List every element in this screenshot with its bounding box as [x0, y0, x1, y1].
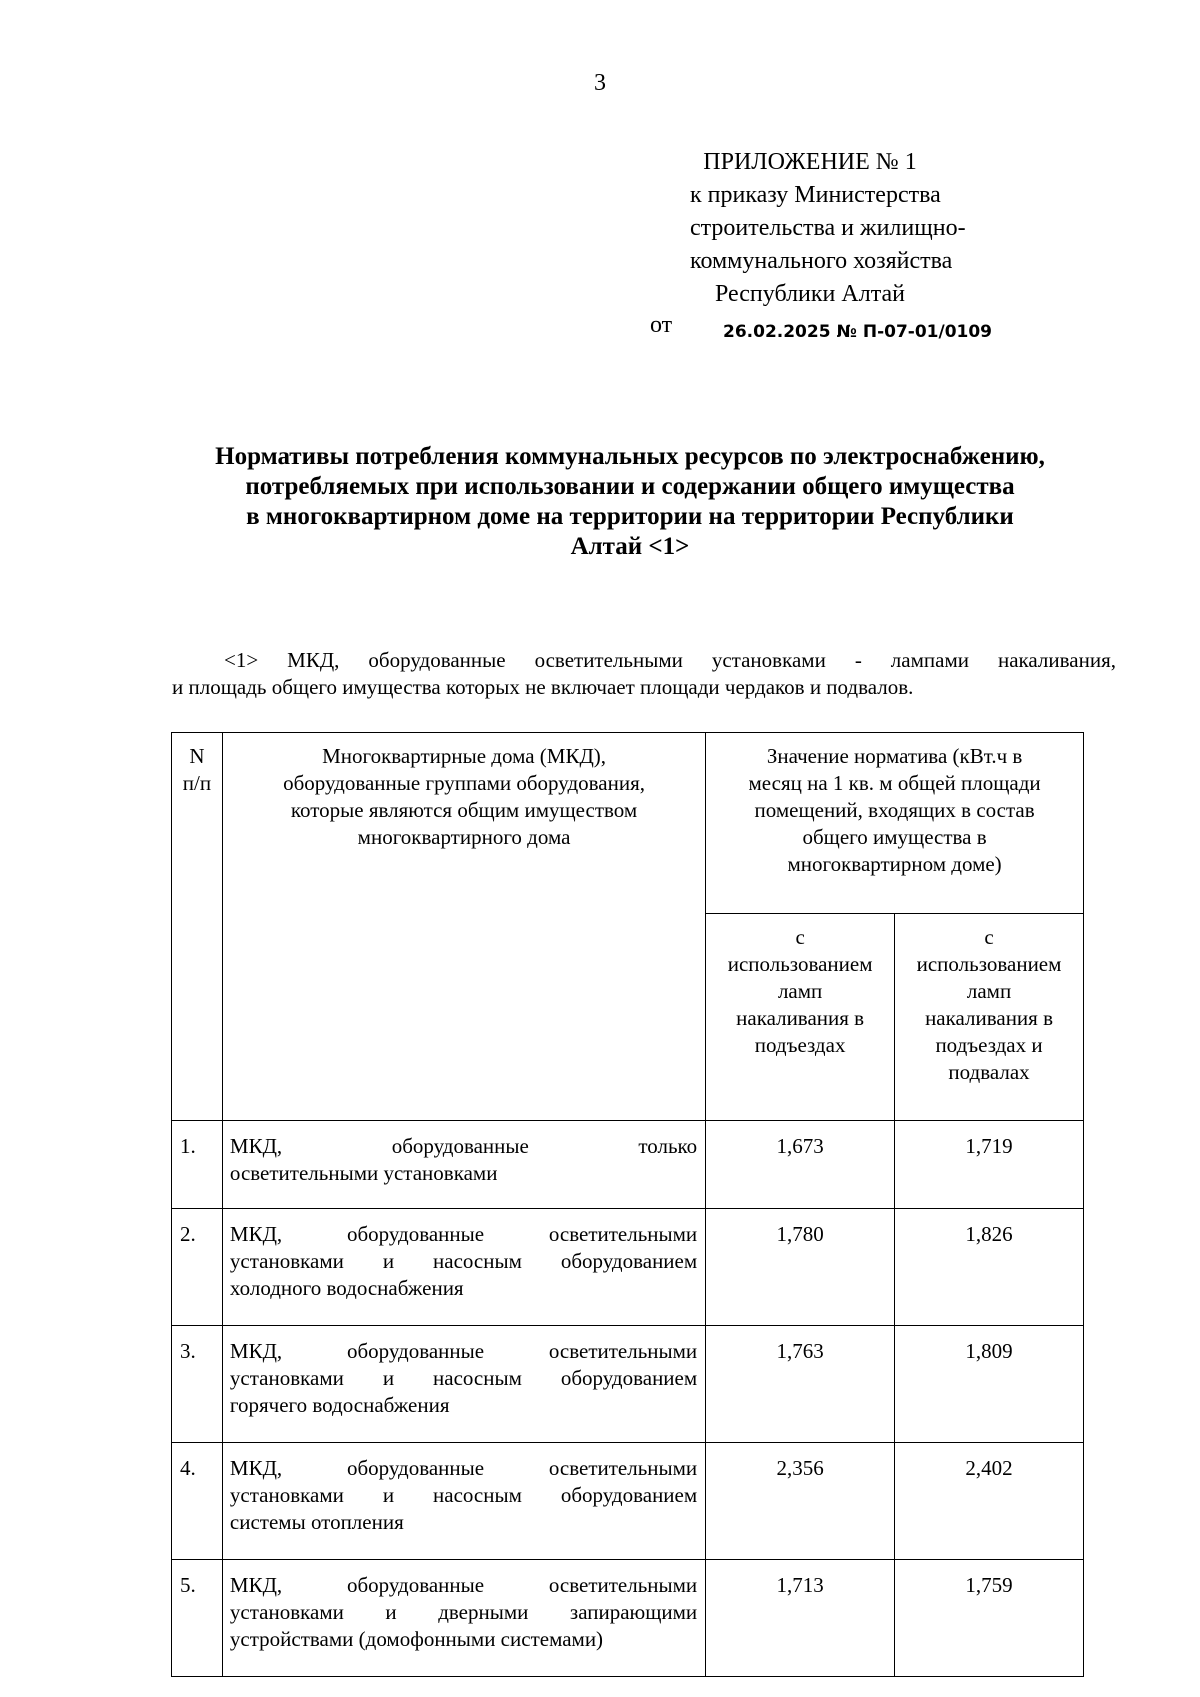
order-reference: 26.02.2025 № П-07-01/0109 — [723, 322, 993, 342]
row-description-line: МКД, оборудованные осветительными — [229, 1456, 698, 1480]
row-value-entrances: 1,713 — [706, 1560, 895, 1677]
header-value-line: Значение норматива (кВт.ч в — [766, 744, 1023, 768]
row-description-line: установками и насосным оборудованием — [229, 1366, 698, 1390]
row-value-entrances: 1,763 — [706, 1326, 895, 1443]
header-number-line: N — [189, 744, 205, 768]
header-sub-line: использованием — [727, 952, 873, 976]
table-row — [172, 1121, 1084, 1209]
row-value-entrances-basements: 1,719 — [895, 1121, 1084, 1209]
row-number: 2. — [172, 1209, 223, 1326]
header-description-line: оборудованные группами оборудования, — [283, 771, 645, 795]
footnote — [172, 647, 1116, 701]
header-sub-line: использованием — [916, 952, 1062, 976]
row-description-line: установками и дверными запирающими — [229, 1600, 698, 1624]
header-value-line: общего имущества в — [802, 825, 987, 849]
header-sub-line: подвалах — [948, 1060, 1030, 1084]
row-description — [222, 1443, 705, 1560]
row-value-entrances-basements: 2,402 — [895, 1443, 1084, 1560]
header-description-line: многоквартирного дома — [357, 825, 571, 849]
norms-table — [171, 732, 1084, 1677]
row-description-line: холодного водоснабжения — [229, 1276, 464, 1300]
title-line: потребляемых при использовании и содержании общего имущества — [245, 473, 1015, 500]
table-row — [172, 1443, 1084, 1560]
table-row — [172, 1209, 1084, 1326]
header-value-line: помещений, входящих в состав — [754, 798, 1035, 822]
row-description-line: устройствами (домофонными системами) — [229, 1627, 604, 1651]
row-description-line: горячего водоснабжения — [229, 1393, 450, 1417]
header-description-line: которые являются общим имуществом — [290, 798, 638, 822]
header-number-line: п/п — [182, 771, 212, 795]
header-value-line: многоквартирном доме) — [787, 852, 1002, 876]
row-value-entrances: 1,780 — [706, 1209, 895, 1326]
header-description-line: Многоквартирные дома (МКД), — [322, 744, 607, 768]
row-description-line: МКД, оборудованные осветительными — [229, 1222, 698, 1246]
appendix-line: Республики Алтай — [715, 281, 905, 307]
row-description-line: МКД, оборудованные только — [229, 1134, 698, 1158]
header-sub-line: подъездах и — [935, 1033, 1043, 1057]
row-value-entrances-basements: 1,826 — [895, 1209, 1084, 1326]
footnote-line: и площадь общего имущества которых не включает площади чердаков и подвалов. — [172, 675, 914, 699]
header-sub-entrances-basements — [895, 914, 1084, 1121]
header-value-line: месяц на 1 кв. м общей площади — [748, 771, 1041, 795]
row-number: 1. — [172, 1121, 223, 1209]
row-value-entrances: 1,673 — [706, 1121, 895, 1209]
header-sub-line: ламп — [966, 979, 1012, 1003]
title-line: Нормативы потребления коммунальных ресурсов по электроснабжению, — [215, 443, 1045, 470]
appendix-line: строительства и жилищно- — [690, 215, 966, 241]
row-description-line: МКД, оборудованные осветительными — [229, 1573, 698, 1597]
row-description-line: МКД, оборудованные осветительными — [229, 1339, 698, 1363]
appendix-line: к приказу Министерства — [690, 182, 941, 208]
header-sub-entrances — [706, 914, 895, 1121]
appendix-title: ПРИЛОЖЕНИЕ № 1 — [703, 149, 917, 175]
row-description — [222, 1121, 705, 1209]
row-number: 3. — [172, 1326, 223, 1443]
row-number: 5. — [172, 1560, 223, 1677]
row-description — [222, 1326, 705, 1443]
header-sub-line: с — [984, 925, 994, 949]
row-description-line: системы отопления — [229, 1510, 404, 1534]
row-description — [222, 1560, 705, 1677]
document-title — [150, 442, 1110, 562]
appendix-block — [690, 146, 966, 311]
header-number — [172, 733, 223, 1121]
title-line: Алтай <1> — [570, 533, 690, 560]
row-value-entrances: 2,356 — [706, 1443, 895, 1560]
header-sub-line: ламп — [777, 979, 823, 1003]
header-value — [706, 733, 1084, 914]
header-sub-line: накаливания в — [925, 1006, 1053, 1030]
header-sub-line: с — [795, 925, 805, 949]
header-description — [222, 733, 705, 1121]
page-number: 3 — [594, 70, 606, 96]
row-description-line: осветительными установками — [229, 1161, 498, 1185]
footnote-line: <1> МКД, оборудованные осветительными установками - лампами накаливания, — [224, 648, 1116, 672]
row-description-line: установками и насосным оборудованием — [229, 1249, 698, 1273]
row-value-entrances-basements: 1,809 — [895, 1326, 1084, 1443]
table-header-row — [172, 733, 1084, 914]
table-row — [172, 1560, 1084, 1677]
header-sub-line: накаливания в — [736, 1006, 865, 1030]
from-label: от — [650, 312, 673, 338]
row-description — [222, 1209, 705, 1326]
row-description-line: установками и насосным оборудованием — [229, 1483, 698, 1507]
title-line: в многоквартирном доме на территории на территории Республики — [246, 503, 1014, 530]
row-number: 4. — [172, 1443, 223, 1560]
header-sub-line: подъездах — [754, 1033, 846, 1057]
table-row — [172, 1326, 1084, 1443]
appendix-line: коммунального хозяйства — [690, 248, 953, 274]
row-value-entrances-basements: 1,759 — [895, 1560, 1084, 1677]
